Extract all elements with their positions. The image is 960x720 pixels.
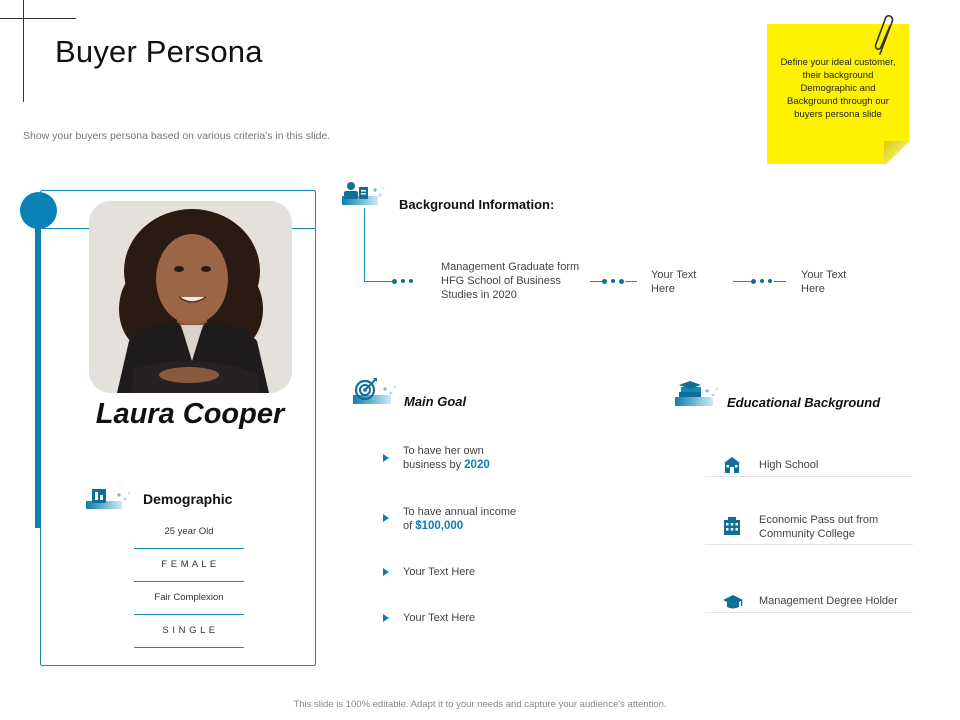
background-dots	[392, 278, 413, 284]
slide-title: Buyer Persona	[55, 34, 263, 69]
bullet-icon	[383, 614, 389, 622]
demographic-gender: F E M A L E	[161, 559, 217, 570]
education-title: Educational Background	[727, 395, 881, 410]
demographic-divider	[134, 614, 244, 615]
background-connector	[364, 281, 392, 282]
demographic-divider	[134, 647, 244, 648]
background-info-title: Background Information:	[399, 197, 555, 212]
background-connector	[774, 281, 786, 282]
demographic-divider	[134, 581, 244, 582]
demographic-age: 25 year Old	[164, 526, 214, 537]
background-item-2: Your Text Here	[651, 269, 697, 295]
slide-subtitle: Show your buyers persona based on various criteria's in this slide.	[23, 130, 331, 142]
background-connector	[733, 281, 751, 282]
target-icon	[353, 377, 399, 407]
goal-item-2: To have annual income of $100,000	[403, 506, 517, 532]
goal-highlight: 2020	[464, 459, 490, 471]
education-item-1: High School	[759, 459, 819, 471]
education-divider	[705, 476, 913, 477]
demographic-divider	[134, 548, 244, 549]
demographic-status: S I N G L E	[162, 625, 216, 636]
corner-vertical-line	[23, 0, 24, 102]
card-accent-bar	[35, 228, 41, 528]
graduation-cap-icon	[722, 594, 744, 610]
goal-item-4: Your Text Here	[403, 612, 476, 624]
demographic-icon	[86, 487, 132, 511]
demographic-title: Demographic	[143, 491, 233, 507]
background-info-icon	[342, 180, 386, 208]
goal-item-3: Your Text Here	[403, 566, 476, 578]
education-divider	[705, 544, 913, 545]
books-icon	[675, 380, 721, 408]
background-dots	[751, 278, 772, 284]
sticky-note-text: Define your ideal customer, their background Demographic and Background through our buyers persona slide	[780, 57, 896, 120]
profile-photo	[89, 201, 292, 393]
bullet-icon	[383, 568, 389, 576]
education-item-2: Economic Pass out from Community College	[759, 514, 879, 540]
background-item-3: Your Text Here	[801, 269, 847, 295]
building-icon	[722, 517, 742, 535]
corner-horizontal-line	[0, 18, 76, 19]
paperclip-icon	[872, 14, 900, 58]
goal-highlight: $100,000	[415, 520, 464, 532]
card-accent-dot	[20, 192, 57, 229]
goal-item-1: To have her own business by 2020	[403, 445, 490, 471]
background-item-1: Management Graduate form HFG School of Business Studies in 2020	[441, 261, 580, 301]
main-goal-title: Main Goal	[404, 394, 467, 409]
school-icon	[722, 456, 742, 474]
persona-name: Laura Cooper	[95, 398, 285, 430]
background-connector	[590, 281, 602, 282]
bullet-icon	[383, 514, 389, 522]
education-item-3: Management Degree Holder	[759, 595, 898, 607]
bullet-icon	[383, 454, 389, 462]
background-connector	[625, 281, 637, 282]
background-dots	[602, 278, 624, 284]
slide-footer: This slide is 100% editable. Adapt it to your needs and capture your audience's attention.	[293, 699, 667, 710]
demographic-complexion: Fair Complexion	[154, 592, 224, 603]
education-divider	[705, 612, 913, 613]
background-tree-line	[364, 208, 365, 282]
